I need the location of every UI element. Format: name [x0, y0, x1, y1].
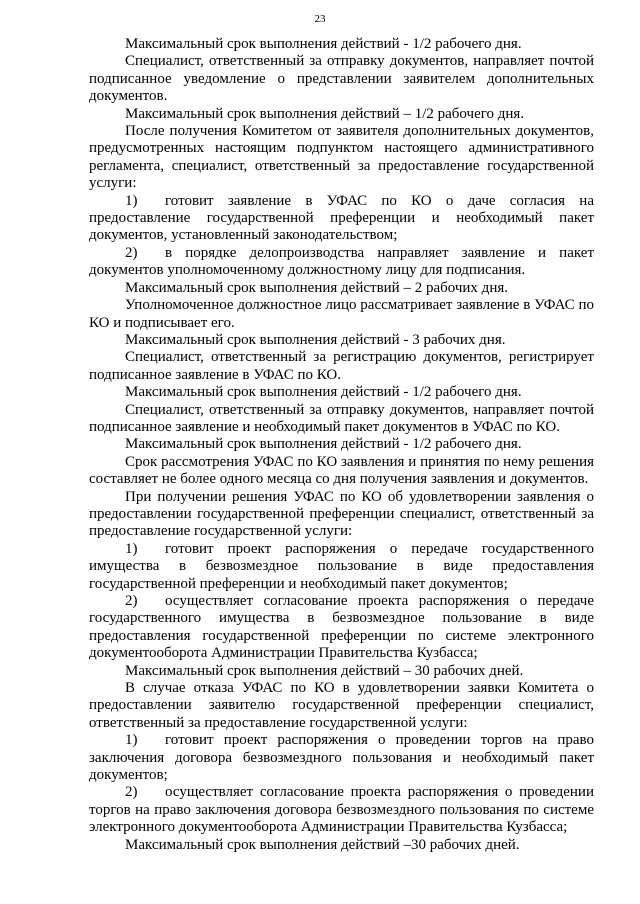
document-body — [89, 36, 594, 854]
paragraph: Уполномоченное должностное лицо рассматривает заявление в УФАС по КО и подписывает его. — [89, 297, 594, 331]
list-item-number: 1) — [125, 732, 138, 749]
list-item — [89, 732, 594, 784]
paragraph: Срок рассмотрения УФАС по КО заявления и принятия по нему решения составляет не более одного месяца со дня получения заявления и документов. — [89, 453, 594, 488]
paragraph: Максимальный срок выполнения действий – 2 рабочих дня. — [125, 279, 508, 296]
list-item — [89, 541, 594, 593]
list-item-text: готовит проект распоряжения о передаче государственного имущества в безвозмездное пользование в виде предоставления государственной преференции и необходимый пакет документов; — [89, 540, 594, 592]
list-item-text: осуществляет согласование проекта распоряжения о передаче государственного имущества в безвозмездное пользование в виде предоставления государственной преференции по системе электронного документооборота Администрации Правительства Кузбасса; — [89, 593, 594, 662]
list-item-text: в порядке делопроизводства направляет заявление и пакет документов уполномоченному должностному лицу для подписания. — [89, 244, 594, 279]
paragraph: Максимальный срок выполнения действий – 1/2 рабочего дня. — [125, 105, 525, 122]
list-item — [89, 593, 594, 663]
paragraph: Максимальный срок выполнения действий –30 рабочих дней. — [125, 836, 520, 853]
paragraph: Максимальный срок выполнения действий - 1/2 рабочего дня. — [125, 384, 522, 401]
paragraph: В случае отказа УФАС по КО в удовлетворении заявки Комитета о предоставлении заявителю государственной преференции специалист, ответственный за предоставление государственной услуги: — [89, 680, 594, 731]
paragraph: Максимальный срок выполнения действий - 1/2 рабочего дня. — [125, 36, 522, 52]
page-number: 23 — [314, 13, 326, 25]
list-item-text: осуществляет согласование проекта распоряжения о проведении торгов на право заключения договора безвозмездного пользования по системе электронного документооборота Администрации Правительства Кузбасса; — [89, 784, 594, 836]
paragraph: Специалист, ответственный за отправку документов, направляет почтой подписанное уведомление о представлении заявителем дополнительных документов. — [89, 53, 594, 105]
list-item-number: 1) — [125, 192, 138, 209]
paragraph: Максимальный срок выполнения действий - 1/2 рабочего дня. — [125, 436, 522, 453]
paragraph: Максимальный срок выполнения действий - 3 рабочих дня. — [125, 331, 506, 348]
list-item-number: 2) — [125, 593, 138, 609]
list-item — [89, 784, 594, 836]
list-item — [89, 193, 594, 245]
paragraph: Максимальный срок выполнения действий – 30 рабочих дней. — [125, 662, 524, 679]
list-item-text: готовит заявление в УФАС по КО о даче согласия на предоставление государственной преференции и необходимый пакет документов, установленный законодательством; — [89, 192, 594, 244]
list-item-number: 2) — [125, 784, 138, 801]
list-item-number: 2) — [125, 244, 138, 261]
list-item — [89, 245, 594, 280]
paragraph: Специалист, ответственный за регистрацию документов, регистрирует подписанное заявление в УФАС по КО. — [89, 349, 594, 383]
paragraph: Специалист, ответственный за отправку документов, направляет почтой подписанное заявление и необходимый пакет документов в УФАС по КО. — [89, 401, 594, 435]
list-item-text: готовит проект распоряжения о проведении торгов на право заключения договора безвозмездного пользования и необходимый пакет документов; — [89, 732, 594, 784]
paragraph: При получении решения УФАС по КО об удовлетворении заявления о предоставлении государственной преференции специалист, ответственный за предоставление государственной услуги: — [89, 488, 594, 540]
list-item-number: 1) — [125, 540, 138, 557]
paragraph: После получения Комитетом от заявителя дополнительных документов, предусмотренных настоящим подпунктом настоящего административного регламента, специалист, ответственный за предоставление государственной услуги: — [89, 123, 594, 192]
